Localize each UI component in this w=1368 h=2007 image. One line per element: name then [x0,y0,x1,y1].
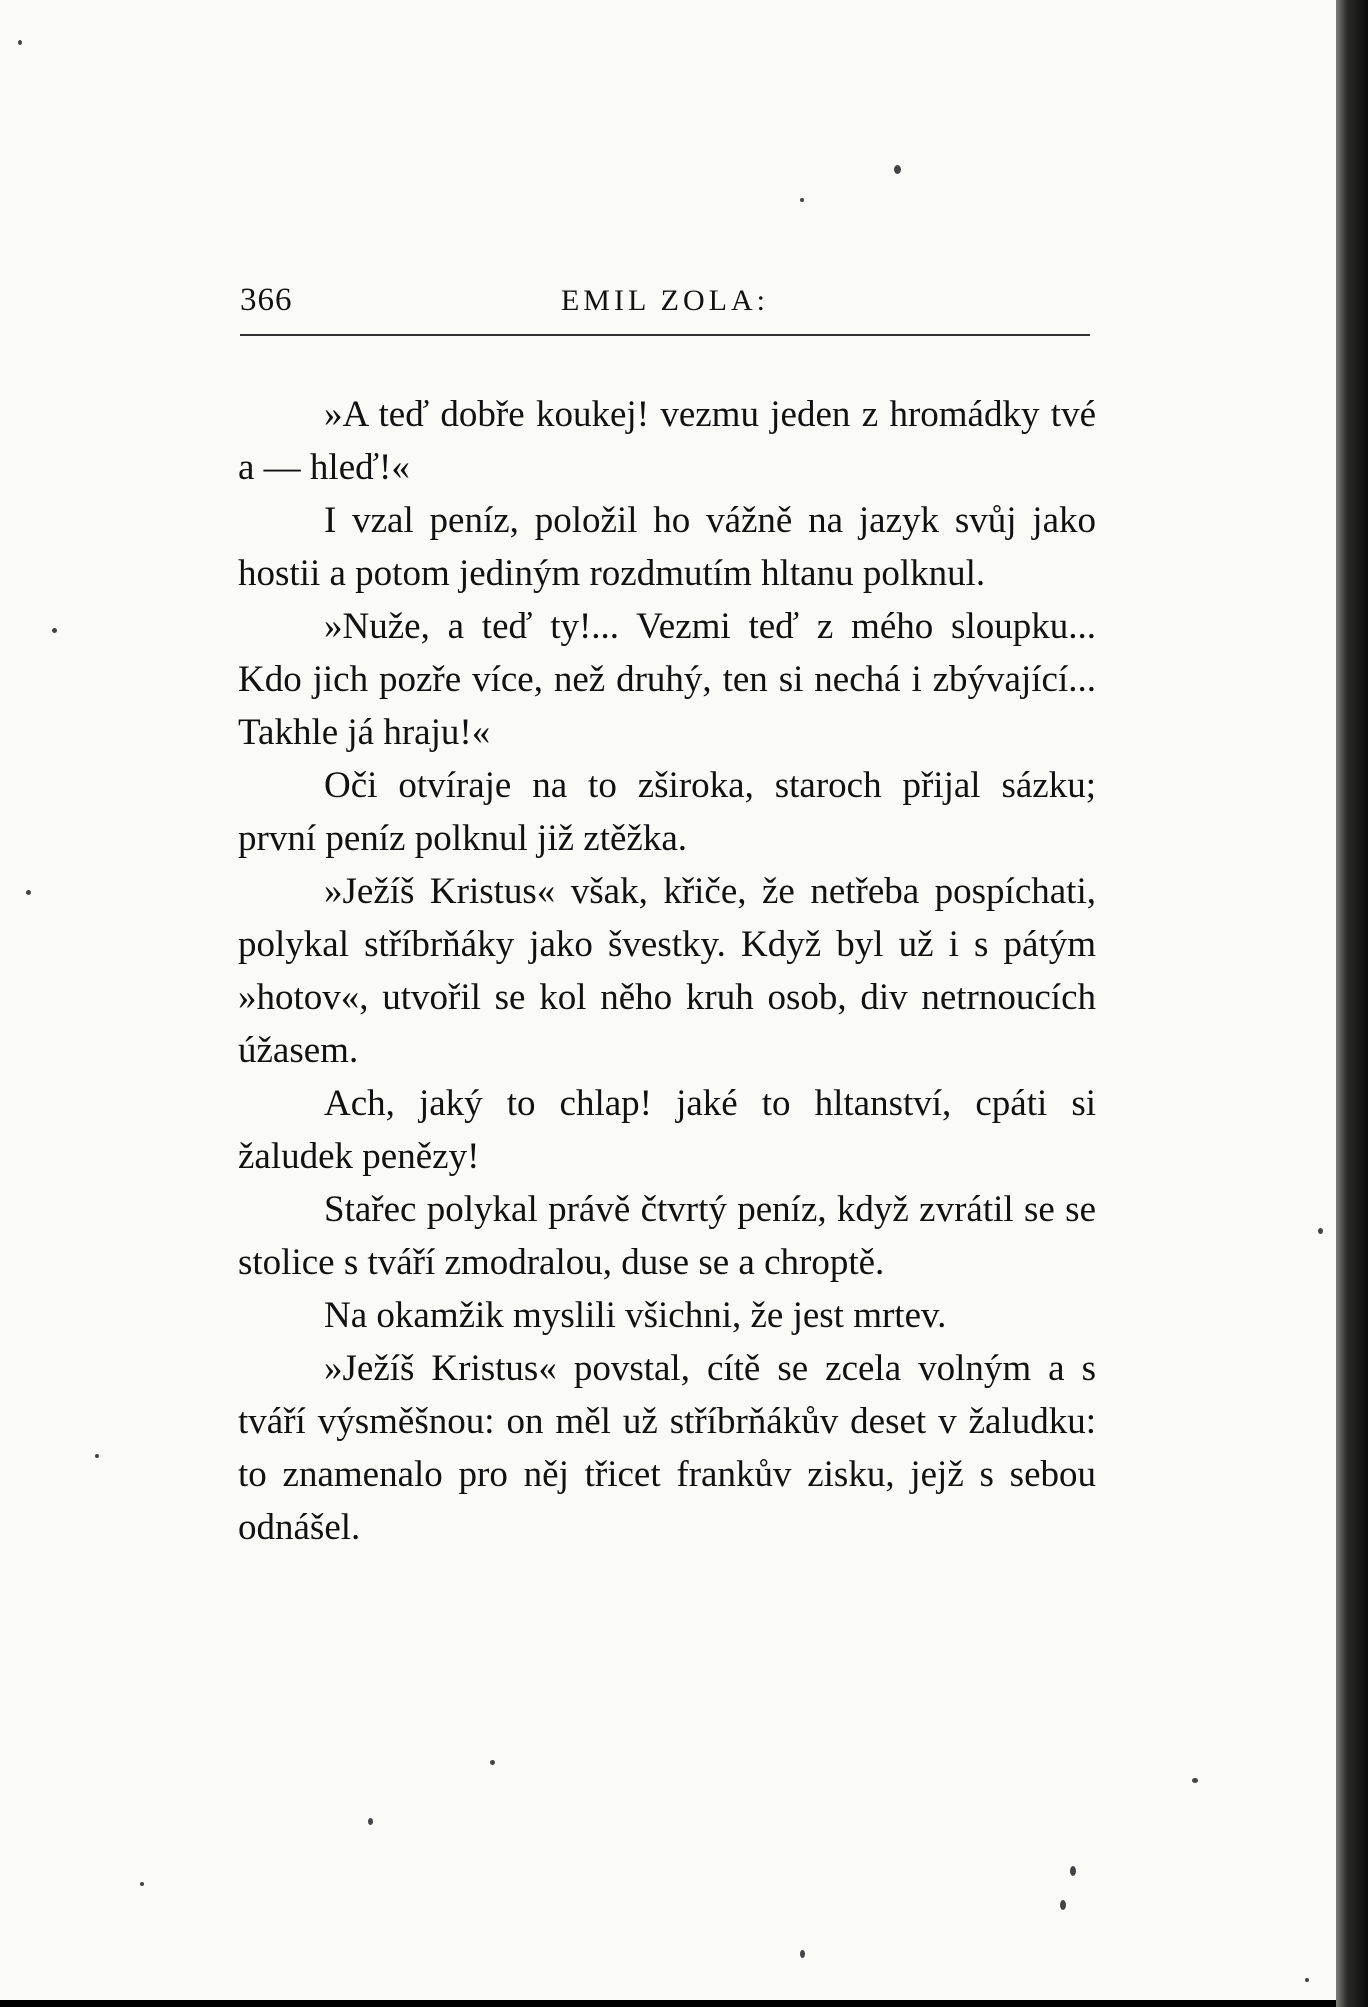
scan-speck [1192,1778,1198,1783]
paragraph: Ach, jaký to chlap! jaké to hltanství, cpáti si žaludek penězy! [238,1083,1096,1177]
scan-speck [26,890,31,895]
paragraph: »Ježíš Kristus« povstal, cítě se zcela volným a s tváří výsměšnou: on měl už stříbrňákův deset v žaludku: to znamenalo pro něj třicet frankův zisku, jejž s sebou odnášel. [238,1348,1096,1548]
scan-speck [140,1882,144,1886]
binding-edge [1336,0,1368,2007]
scan-speck [1318,1228,1323,1234]
page-header [240,282,1090,332]
scan-speck [1070,1866,1076,1876]
running-title: EMIL ZOLA: [560,284,770,317]
paragraph: »Ježíš Kristus« však, křiče, že netřeba pospíchati, polykal stříbrňáky jako švestky. Když byl už i s pátým »hotov«, utvořil se kol něho kruh osob, div netrnoucích úžasem. [238,871,1096,1071]
body-text [238,388,1096,1554]
paragraph: »A teď dobře koukej! vezmu jeden z hromádky tvé a — hleď!« [238,394,1096,488]
scan-speck [1060,1900,1066,1910]
paragraph: »Nuže, a teď ty!... Vezmi teď z mého sloupku... Kdo jich pozře více, než druhý, ten si nechá i zbývající... Takhle já hraju!« [238,606,1096,753]
scan-speck [1305,1978,1309,1982]
paragraph: I vzal peníz, položil ho vážně na jazyk svůj jako hostii a potom jediným rozdmutím hltanu polknul. [238,500,1096,594]
page-number: 366 [240,282,293,318]
scan-speck [95,1454,99,1458]
scan-speck [800,1950,805,1958]
paragraph: Na okamžik myslili všichni, že jest mrtev. [324,1295,947,1336]
scan-speck [800,198,804,202]
paragraph: Oči otvíraje na to zširoka, staroch přijal sázku; první peníz polknul již ztěžka. [238,765,1096,859]
scan-speck [52,628,57,633]
scan-speck [894,165,901,174]
scan-speck [368,1818,373,1825]
scan-speck [490,1760,495,1765]
paragraph: Stařec polykal právě čtvrtý peníz, když zvrátil se se stolice s tváří zmodralou, duse se a chroptě. [238,1189,1096,1283]
scan-speck [18,40,22,45]
header-rule [240,334,1090,336]
